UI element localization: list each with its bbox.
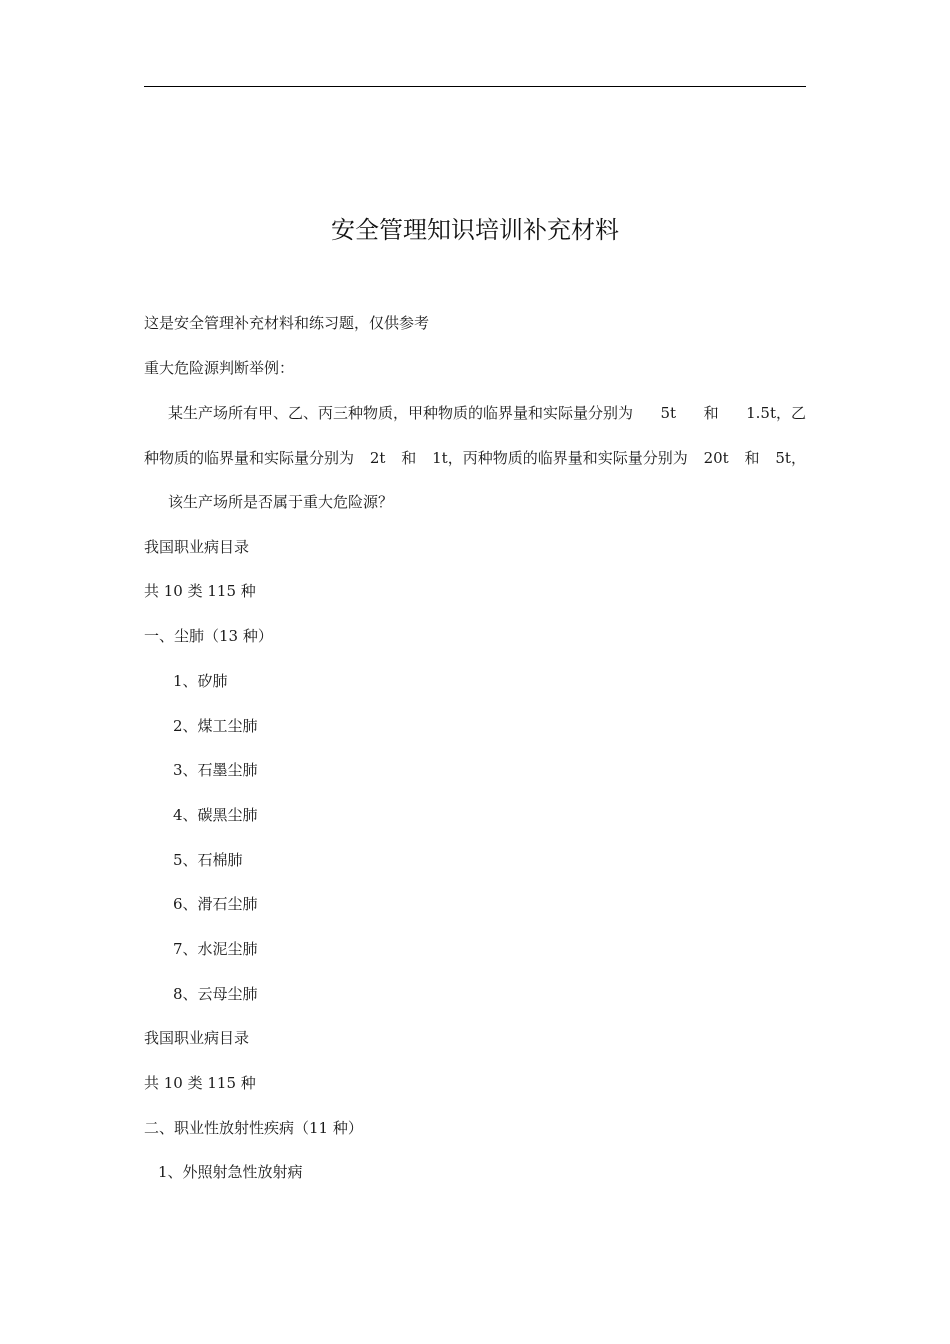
example-text: 和 <box>703 404 719 422</box>
header-rule <box>144 86 806 87</box>
list-item: 5、石棉肺 <box>173 851 243 869</box>
list-item: 1、外照射急性放射病 <box>158 1163 303 1181</box>
example-value: 5t <box>660 404 677 422</box>
section-heading: 一、尘肺（13 种） <box>144 627 273 645</box>
example-text: 某生产场所有甲、乙、丙三种物质，甲种物质的临界量和实际量分别为 <box>168 404 634 422</box>
list-item: 3、石墨尘肺 <box>173 761 258 779</box>
list-item: 1、矽肺 <box>173 672 228 690</box>
intro-text: 这是安全管理补充材料和练习题，仅供参考 <box>144 314 430 332</box>
example-value: 5t， <box>775 449 806 467</box>
example-text: 和 <box>744 449 760 467</box>
example-text: 1t，丙种物质的临界量和实际量分别为 <box>432 449 688 467</box>
section-heading: 二、职业性放射性疾病（11 种） <box>144 1119 363 1137</box>
example-value: 2t <box>369 449 386 467</box>
example-paragraph-line-2 <box>144 447 806 469</box>
example-value: 1.5t，乙 <box>746 404 806 422</box>
list-item: 7、水泥尘肺 <box>173 940 258 958</box>
document-title: 安全管理知识培训补充材料 <box>331 216 619 244</box>
catalog-title: 我国职业病目录 <box>144 538 250 556</box>
example-text: 和 <box>401 449 417 467</box>
catalog-count: 共 10 类 115 种 <box>144 1074 256 1092</box>
list-item: 4、碳黑尘肺 <box>173 806 258 824</box>
list-item: 2、煤工尘肺 <box>173 717 258 735</box>
catalog-title: 我国职业病目录 <box>144 1029 250 1047</box>
list-item: 8、云母尘肺 <box>173 985 258 1003</box>
list-item: 6、滑石尘肺 <box>173 895 258 913</box>
example-heading: 重大危险源判断举例： <box>144 359 295 377</box>
example-text: 种物质的临界量和实际量分别为 <box>144 449 355 467</box>
catalog-count: 共 10 类 115 种 <box>144 582 256 600</box>
example-question: 该生产场所是否属于重大危险源？ <box>168 493 394 511</box>
example-value: 20t <box>703 449 729 467</box>
example-paragraph-line-1 <box>168 402 806 424</box>
